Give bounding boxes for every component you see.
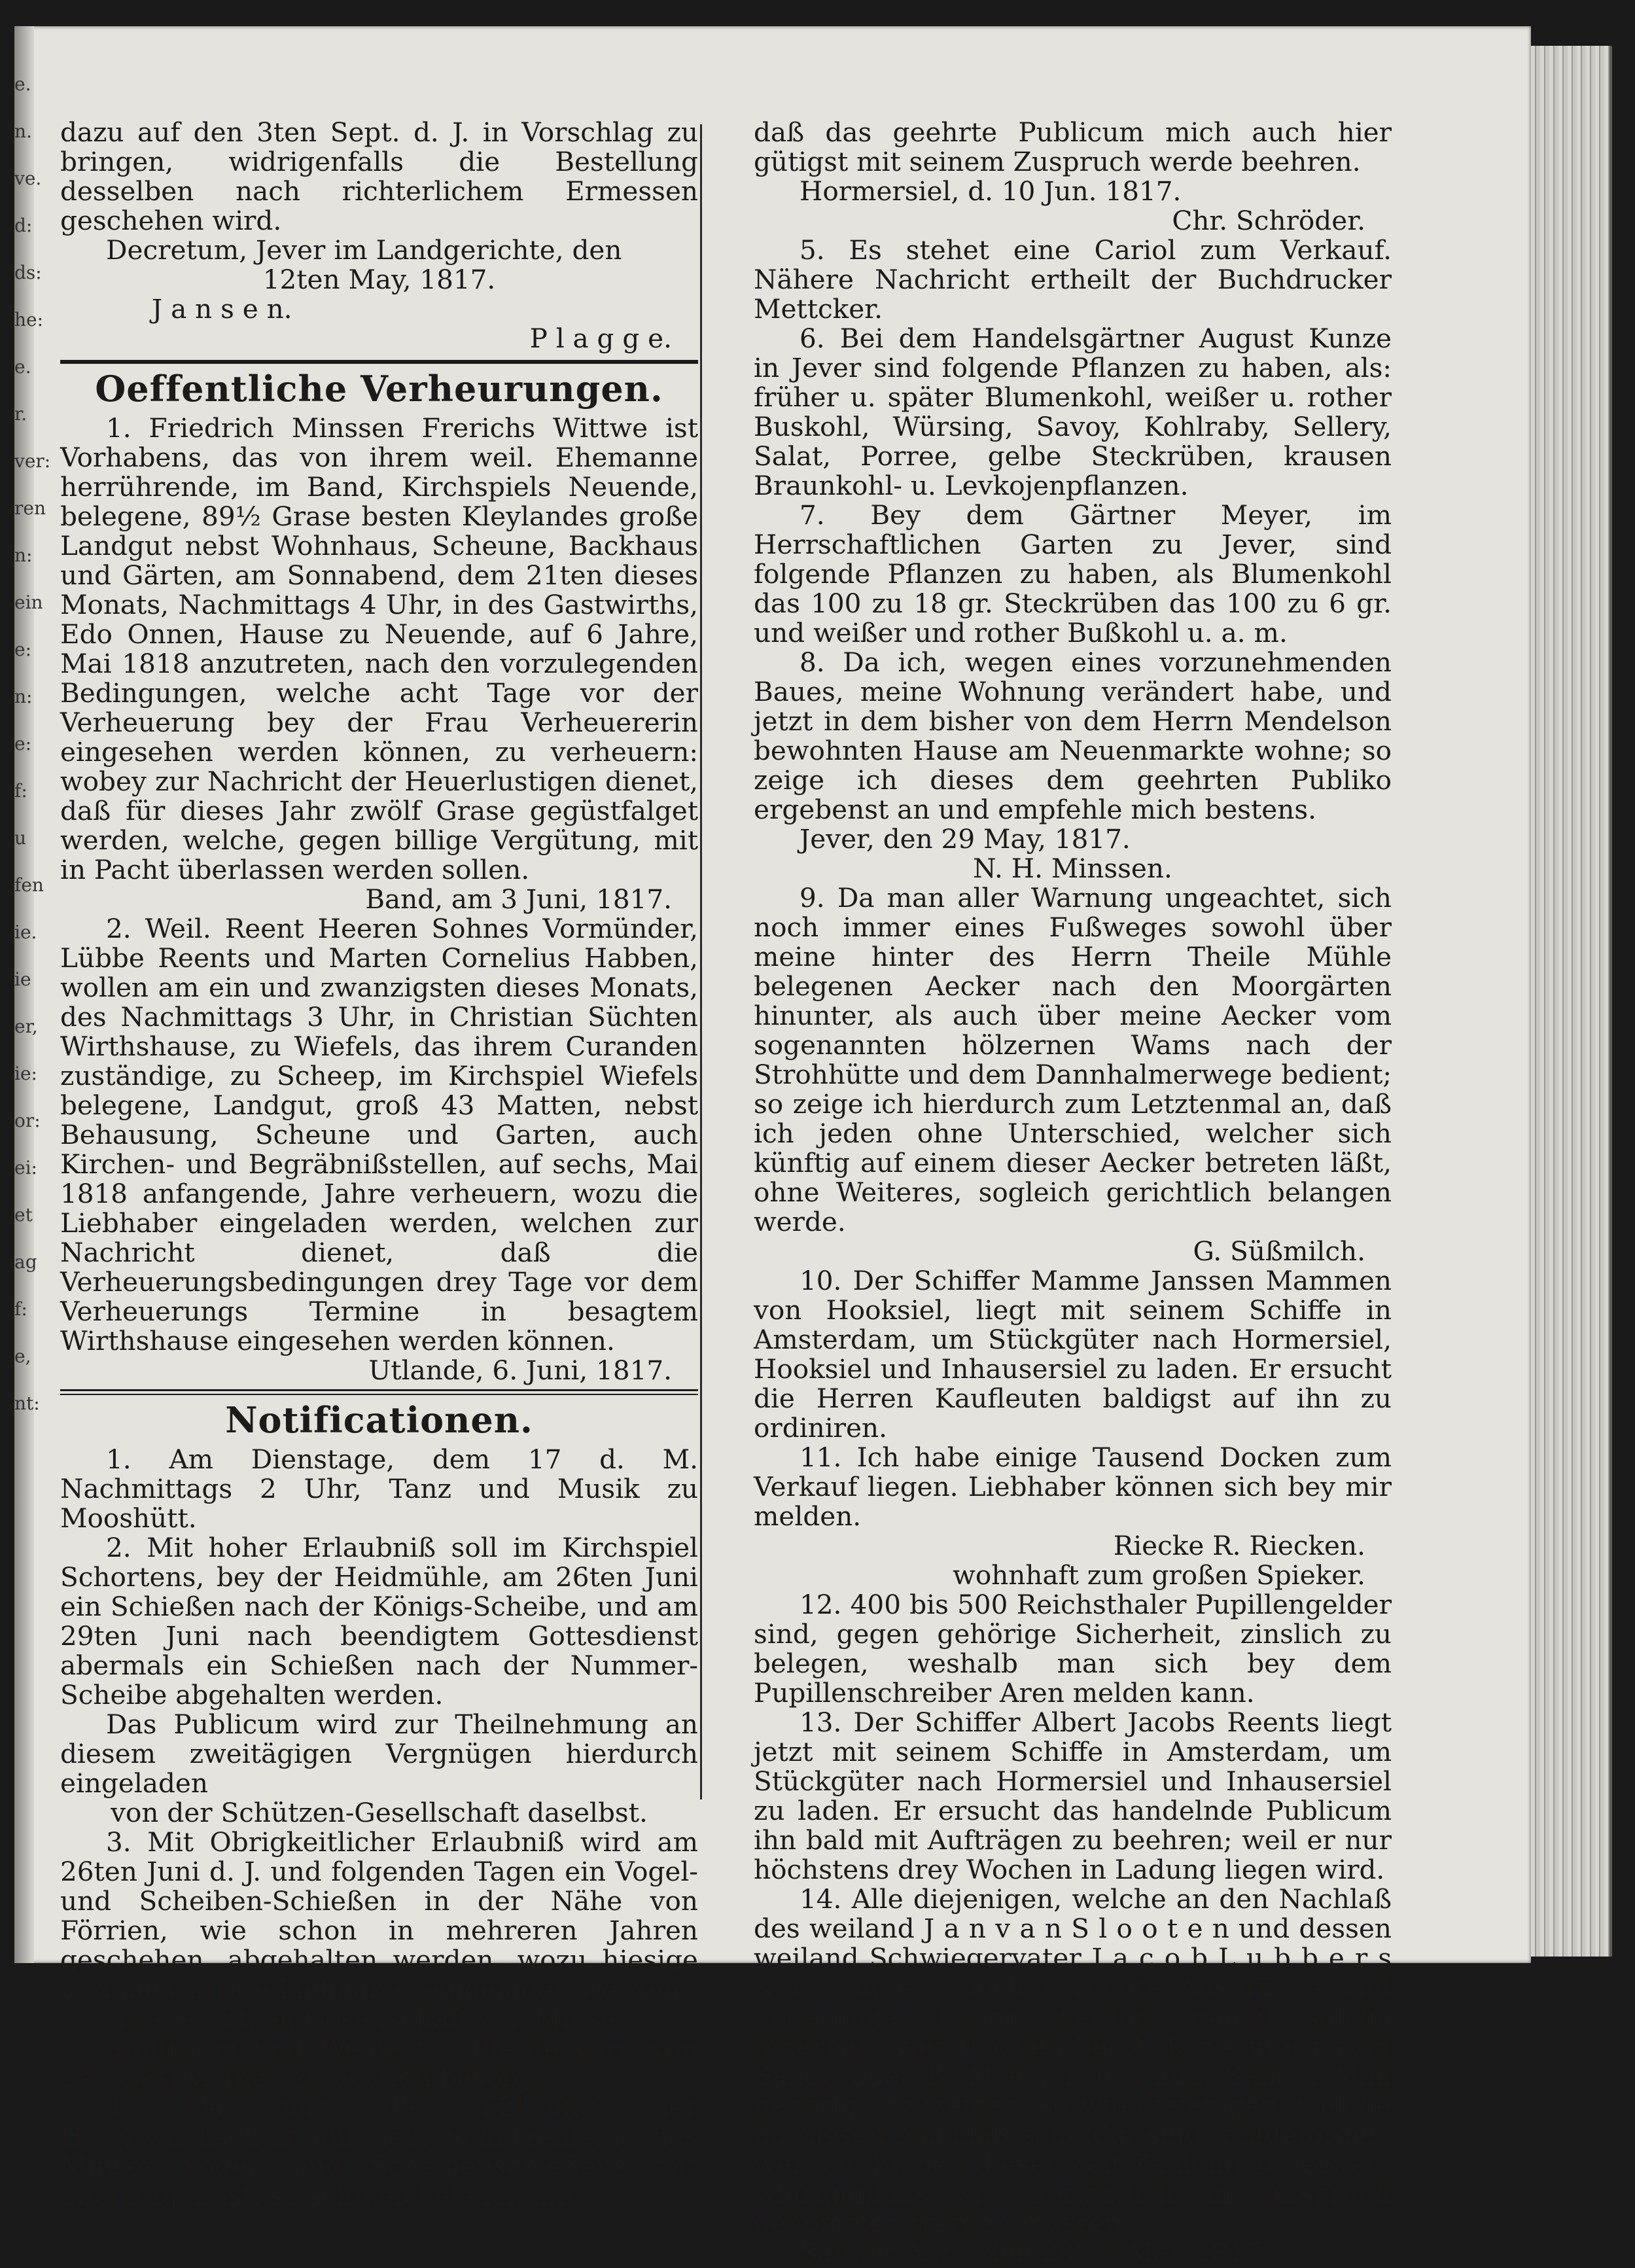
margin-fragment: d: [14, 215, 33, 236]
margin-fragment: ag [14, 1251, 37, 1273]
notice-11: 11. Ich habe einige Tausend Docken zum Verkauf liegen. Liebhaber können sich bey mir melden. [754, 1442, 1392, 1532]
margin-fragment: u [14, 827, 27, 849]
notice-4-place: Hormersiel, d. 10 Jun. 1817. [800, 175, 1182, 207]
notice-2: 2. Mit hoher Erlaubniß soll im Kirchspiel Schortens, bey der Heidmühle, am 26ten Juni ein Schießen nach der Königs-Scheibe, und am 29ten Juni nach beendigtem Gottesdienst abermals ein Schießen nach der Nummer-Scheibe abgehalten werden. [60, 1532, 698, 1710]
margin-fragment: ie: [14, 1063, 37, 1084]
margin-fragment: ve. [14, 168, 42, 189]
notice-11-address: wohnhaft zum großen Spieker. [953, 1559, 1365, 1591]
notice-1: 1. Am Dienstage, dem 17 d. M. Nachmittags 2 Uhr, Tanz und Musik zu Mooshütt. [60, 1444, 698, 1534]
decree-date: 12ten May, 1817. [262, 264, 496, 295]
margin-fragment: n: [14, 544, 33, 566]
margin-fragment: e: [14, 639, 32, 660]
notice-8: 8. Da ich, wegen eines vorzunehmenden Baues, meine Wohnung verändert habe, und jetzt in dem bisher von dem Herrn Mendelson bewohnten Hause am Neuenmarkte wohne; so zeige ich dieses dem geehrten Publiko ergebenst an und empfehle mich bestens. [754, 647, 1392, 825]
left-column [60, 118, 698, 2210]
page-stack-edges [1531, 46, 1612, 1957]
notice-7: 7. Bey dem Gärtner Meyer, im Herrschaftlichen Garten zu Jever, sind folgende Pflanzen zu haben, als Blumenkohl das 100 zu 18 gr. Steckrüben das 100 zu 6 gr. und weißer und rother Bußkohl u. a. m. [754, 499, 1392, 648]
notice-10: 10. Der Schiffer Mamme Janssen Mammen von Hooksiel, liegt mit seinem Schiffe in Amsterdam, um Stückgüter nach Hormersiel, Hooksiel und Inhausersiel zu laden. Er ersucht die Herren Kaufleuten baldigst auf ihn zu ordiniren. [754, 1265, 1392, 1444]
margin-fragment: n: [14, 686, 33, 707]
margin-fragment: ie. [14, 921, 37, 943]
signature-jansen: J a n s e n. [152, 293, 292, 325]
notice-6: 6. Bei dem Handelsgärtner August Kunze in Jever sind folgende Pflanzen zu haben, als: früher u. später Blumenkohl, weißer u. rother Buskohl, Würsing, Savoy, Kohlraby, Sellery, Salat, Porree, gelbe Steckrüben, krausen Braunkohl- u. Levkojenpflanzen. [754, 323, 1392, 501]
margin-fragment: ver: [14, 450, 51, 472]
signature-plagge: P l a g g e. [529, 323, 672, 354]
notice-13: 13. Der Schiffer Albert Jacobs Reents liegt jetzt mit seinem Schiffe in Amsterdam, um Stückgüter nach Hormersiel und Inhausersiel zu laden. Er ersucht das handelnde Publicum ihn bald mit Aufträgen zu beehren; weil er nur höchstens drey Wochen in Ladung liegen wird. [754, 1707, 1392, 1885]
margin-fragment: ren [14, 497, 46, 519]
margin-fragment: e: [14, 733, 32, 754]
notice-3-signature: Die Schützen-Gesellschaft von Minsen. [116, 2003, 642, 2034]
notice-9-signature: G. Süßmilch. [1193, 1235, 1365, 1267]
notice-11-signature: Riecke R. Riecken. [1113, 1530, 1365, 1561]
notice-14: 14. Alle diejenigen, welche an den Nachlaß des weiland J a n v a n S l o o t e n und dessen weiland Schwiegervater J a c o b L u b b e r s K r e m e r noch gerechte Ansprüche und Foderungen haben, werden ersucht, solche innerhalb vier Wochen bei A. K r e m e r zum Sande oder B. M e y n e n zum Sander-Ahm gehörig anzuzeigen; so wie diejenigen, welche an diesen Nachlaß schuldig sind, aufgefordert werden, binnen dieser Zeit Zahlung zu leisten; widrigenfalls sie gerichtlich in Anspruch genommen werden müssen. [754, 1883, 1392, 2239]
notice-4-continued: daß das geehrte Publicum mich auch hier gütigst mit seinem Zuspruch werde beehren. [754, 116, 1392, 177]
margin-fragment: ds: [14, 262, 42, 283]
decree-text: dazu auf den 3ten Sept. d. J. in Vorschlag zu bringen, widrigenfalls die Bestellung desselben nach richterlichem Ermessen geschehen wird. [60, 116, 698, 236]
margin-fragment: ei: [14, 1157, 37, 1178]
lease-item-2-signature: Utlande, 6. Juni, 1817. [368, 1355, 672, 1386]
margin-fragment: er, [14, 1016, 38, 1037]
margin-fragment: e. [14, 73, 31, 95]
notice-2-invitation: Das Publicum wird zur Theilnehmung an diesem zweitägigen Vergnügen hierdurch eingeladen [60, 1709, 698, 1799]
lease-item-1-signature: Band, am 3 Juni, 1817. [365, 883, 672, 915]
section-divider [60, 360, 698, 364]
notice-3-addendum: Stallraum und Weide für Pferde wird von den Gastwirthen zu Förrien besorgt. [60, 2032, 698, 2093]
margin-fragment: e, [14, 1345, 31, 1367]
section-divider [60, 1389, 698, 1395]
notice-8-place: Jever, den 29 May, 1817. [800, 823, 1131, 855]
margin-fragment: r. [14, 403, 27, 425]
margin-fragment: ie [14, 968, 31, 990]
column-rule [700, 124, 702, 1799]
lease-item-2: 2. Weil. Reent Heeren Sohnes Vormünder, Lübbe Reents und Marten Cornelius Habben, wollen am ein und zwanzigsten dieses Monats, des Nachmittags 3 Uhr, in Christian Süchten Wirthshause, zu Wiefels, das ihrem Curanden zuständige, zu Scheep, im Kirchspiel Wiefels belegene, Landgut, groß 43 Matten, nebst Behausung, Scheune und Garten, auch Kirchen- und Begräbnißstellen, auf sechs, Mai 1818 anfangende, Jahre verheuern, wozu die Liebhaber eingeladen werden, welchen zur Nachricht dienet, daß die Verheuerungsbedingungen drey Tage vor dem Verheuerungs Termine in besagtem Wirthshause eingesehen werden können. [60, 913, 698, 1356]
decree-place: Decretum, Jever im Landgerichte, den [106, 234, 622, 266]
notice-8-signature: N. H. Minssen. [973, 853, 1172, 884]
notice-12: 12. 400 bis 500 Reichsthaler Pupillengelder sind, gegen gehörige Sicherheit, zinslich zu belegen, weshalb man sich bey dem Pupillenschreiber Aren melden kann. [754, 1589, 1392, 1709]
notice-9: 9. Da man aller Warnung ungeachtet, sich noch immer eines Fußweges sowohl über meine hinter des Herrn Theile Mühle belegenen Aecker nach den Moorgärten hinunter, als auch über meine Aecker vom sogenannten hölzernen Wams nach der Strohhütte und dem Dannhalmerwege bedient; so zeige ich hierdurch zum Letztenmal an, daß ich jeden ohne Unterschied, welcher sich künftig auf einem dieser Aecker betreten läßt, ohne Weiteres, sogleich gerichtlich belangen werde. [754, 882, 1392, 1237]
notice-3: 3. Mit Obrigkeitlicher Erlaubniß wird am 26ten Juni d. J. und folgenden Tagen ein Vogel- und Scheiben-Schießen in der Nähe von Förrien, wie schon in mehreren Jahren geschehen, abgehalten werden, wozu hiesige und auswärtige Liebhaber eingeladen werden. [60, 1826, 698, 2005]
notice-14-place: Sander-Ahm, den 20ten Mai, 1817. [800, 2237, 1271, 2268]
margin-fragment: ein [14, 592, 43, 613]
margin-fragment: nt: [14, 1392, 40, 1414]
margin-fragment: e. [14, 356, 31, 378]
margin-fragment: fen [14, 874, 44, 896]
notice-2-signature: von der Schützen-Gesellschaft daselbst. [111, 1797, 648, 1828]
margin-fragment: n. [14, 120, 32, 142]
heading-notificationen: Notificationen. [225, 1399, 533, 1441]
margin-fragment: f: [14, 1298, 27, 1320]
heading-verheurungen: Oeffentliche Verheurungen. [95, 368, 663, 410]
right-column [754, 118, 1392, 2267]
lease-item-1: 1. Friedrich Minssen Frerichs Wittwe ist Vorhabens, das von ihrem weil. Ehemanne herrührende, im Band, Kirchspiels Neuende, belegene, 89½ Grase besten Kleylandes große Landgut nebst Wohnhaus, Scheune, Backhaus und Gärten, am Sonnabend, dem 21ten dieses Monats, Nachmittags 4 Uhr, in des Gastwirths, Edo Onnen, Hause zu Neuende, auf 6 Jahre, Mai 1818 anzutreten, nach den vorzulegenden Bedingungen, welche acht Tage vor der Verheuerung bey der Frau Verheuererin eingesehen werden können, zu verheuern: wobey zur Nachricht der Heuerlustigen dienet, daß für dieses Jahr zwölf Grase gegüstfalget werden, welche, gegen billige Vergütung, mit in Pacht überlassen werden sollen. [60, 412, 698, 885]
margin-fragment: he: [14, 309, 44, 330]
newspaper-page [14, 26, 1531, 2268]
margin-fragment: or: [14, 1110, 41, 1131]
notice-5: 5. Es stehet eine Cariol zum Verkauf. Nähere Nachricht ertheilt der Buchdrucker Mettcker. [754, 234, 1392, 325]
margin-fragment: et [14, 1204, 33, 1226]
notice-4-signature: Chr. Schröder. [1172, 205, 1365, 236]
notice-4: 4. Da mir die Führung der Hauptwirthschaft auf dem Schützenfelde des Minser Vogel- und Scheibenschießens mit übertragen ist: so schmeichele ich mir, [60, 2091, 698, 2211]
facing-page-margin [14, 65, 51, 1414]
margin-fragment: f: [14, 780, 27, 802]
